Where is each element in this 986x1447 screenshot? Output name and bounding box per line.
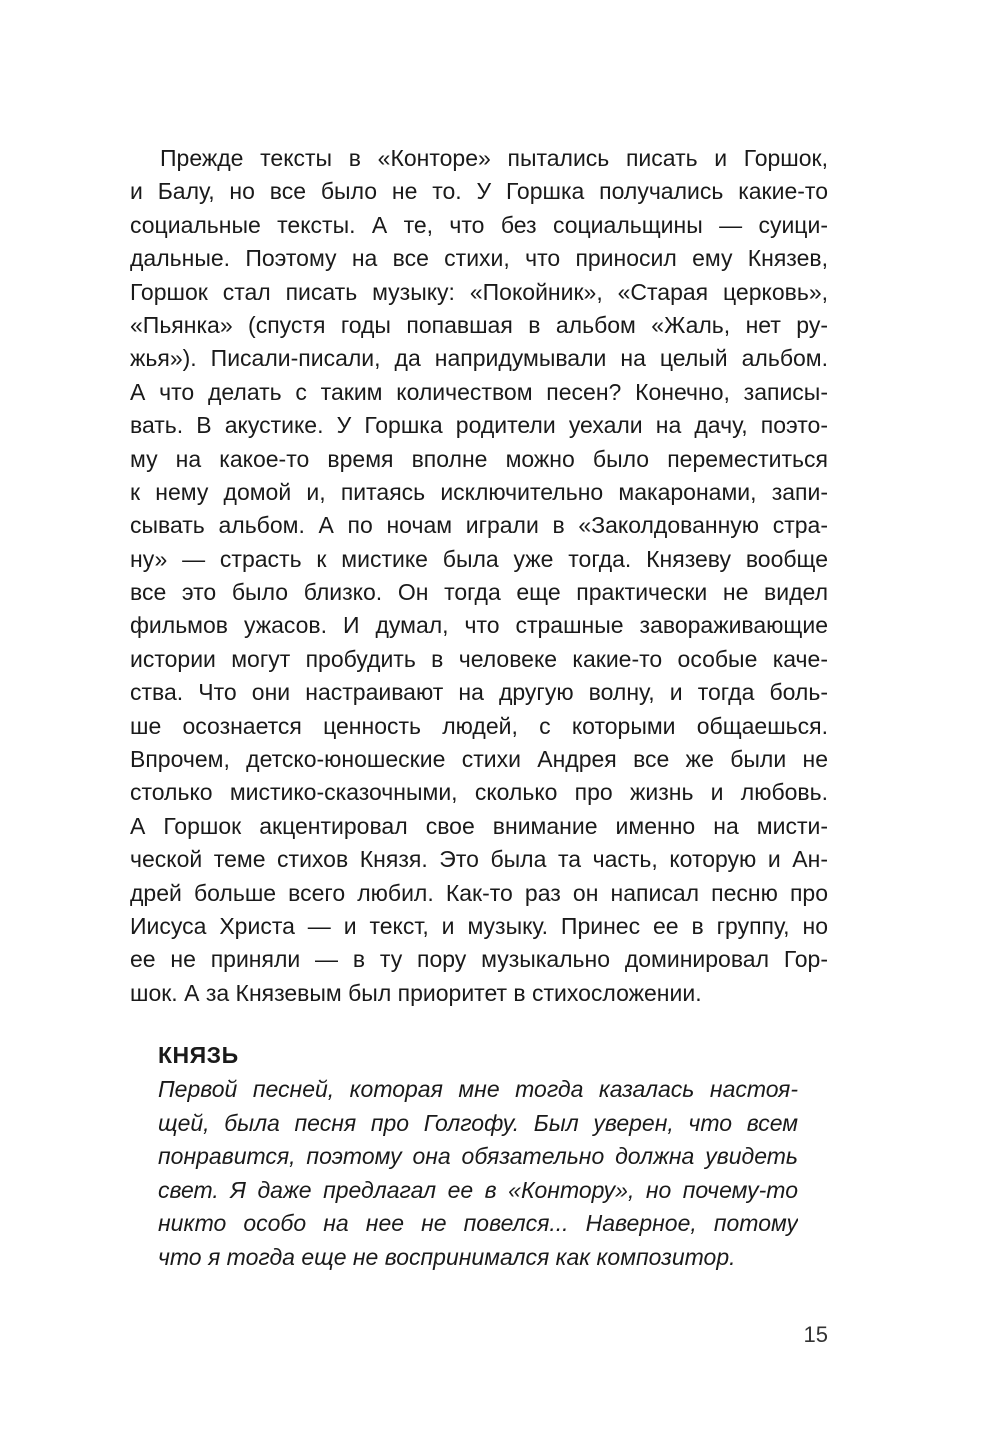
paragraph-line: сывать альбом. А по ночам играли в «Заколдованную стра-	[130, 512, 828, 539]
paragraph-line: дальные. Поэтому на все стихи, что приносил ему Князев,	[130, 245, 828, 272]
paragraph-line: «Пьянка» (спустя годы попавшая в альбом «Жаль, нет ру-	[130, 311, 828, 338]
paragraph-line: ну» — страсть к мистике была уже тогда. Князеву вообще	[130, 545, 828, 572]
paragraph-line: к нему домой и, питаясь исключительно макаронами, запи-	[130, 478, 828, 505]
speaker-name: КНЯЗЬ	[158, 1042, 239, 1068]
quote-line: свет. Я даже предлагал ее в «Контору», но почему-то	[158, 1176, 798, 1203]
paragraph-line: столько мистико-сказочными, сколько про жизнь и любовь.	[130, 779, 828, 806]
paragraph-line: жья»). Писали-писали, да напридумывали на целый альбом.	[130, 345, 828, 372]
quote-line: что я тогда еще не воспринимался как композитор.	[158, 1243, 736, 1270]
quote-line: щей, была песня про Голгофу. Был уверен, что всем	[158, 1109, 798, 1136]
paragraph-line: ше осознается ценность людей, с которыми общаешься.	[130, 712, 828, 739]
paragraph-line: дрей больше всего любил. Как-то раз он написал песню про	[130, 879, 828, 906]
paragraph-line: ческой теме стихов Князя. Это была та часть, которую и Ан-	[130, 846, 828, 873]
paragraph-line: шок. А за Князевым был приоритет в стихосложении.	[130, 979, 702, 1006]
quote-line: Первой песней, которая мне тогда казалась настоя-	[158, 1076, 798, 1102]
paragraph-line: Впрочем, детско-юношеские стихи Андрея все же были не	[130, 746, 828, 773]
speaker-quote	[158, 1037, 798, 1275]
paragraph-line: А что делать с таким количеством песен? Конечно, записы-	[130, 378, 828, 405]
quote-line: понравится, поэтому она обязательно должна увидеть	[158, 1143, 798, 1170]
paragraph-line: Прежде тексты в «Конторе» пытались писать и Горшок,	[160, 145, 828, 171]
paragraph-line: ее не приняли — в ту пору музыкально доминировал Гор-	[130, 946, 828, 973]
paragraph-line: Горшок стал писать музыку: «Покойник», «Старая церковь»,	[130, 278, 828, 305]
paragraph-line: и Балу, но все было не то. У Горшка получались какие-то	[130, 178, 828, 205]
quote-line: никто особо на нее не повелся... Наверное, потому	[158, 1210, 798, 1237]
paragraph-line: истории могут пробудить в человеке какие-то особые каче-	[130, 645, 828, 672]
main-paragraph	[130, 142, 828, 1010]
paragraph-line: А Горшок акцентировал свое внимание именно на мисти-	[130, 812, 828, 839]
paragraph-line: ства. Что они настраивают на другую волну, и тогда боль-	[130, 679, 828, 706]
page-number: 15	[803, 1322, 828, 1347]
paragraph-line: му на какое-то время вполне можно было переместиться	[130, 445, 828, 472]
paragraph-line: вать. В акустике. У Горшка родители уехали на дачу, поэто-	[130, 412, 828, 439]
paragraph-line: Иисуса Христа — и текст, и музыку. Принес ее в группу, но	[130, 912, 828, 939]
paragraph-line: все это было близко. Он тогда еще практически не видел	[130, 579, 828, 606]
paragraph-line: социальные тексты. А те, что без социальщины — суици-	[130, 211, 828, 238]
paragraph-line: фильмов ужасов. И думал, что страшные завораживающие	[130, 612, 828, 639]
